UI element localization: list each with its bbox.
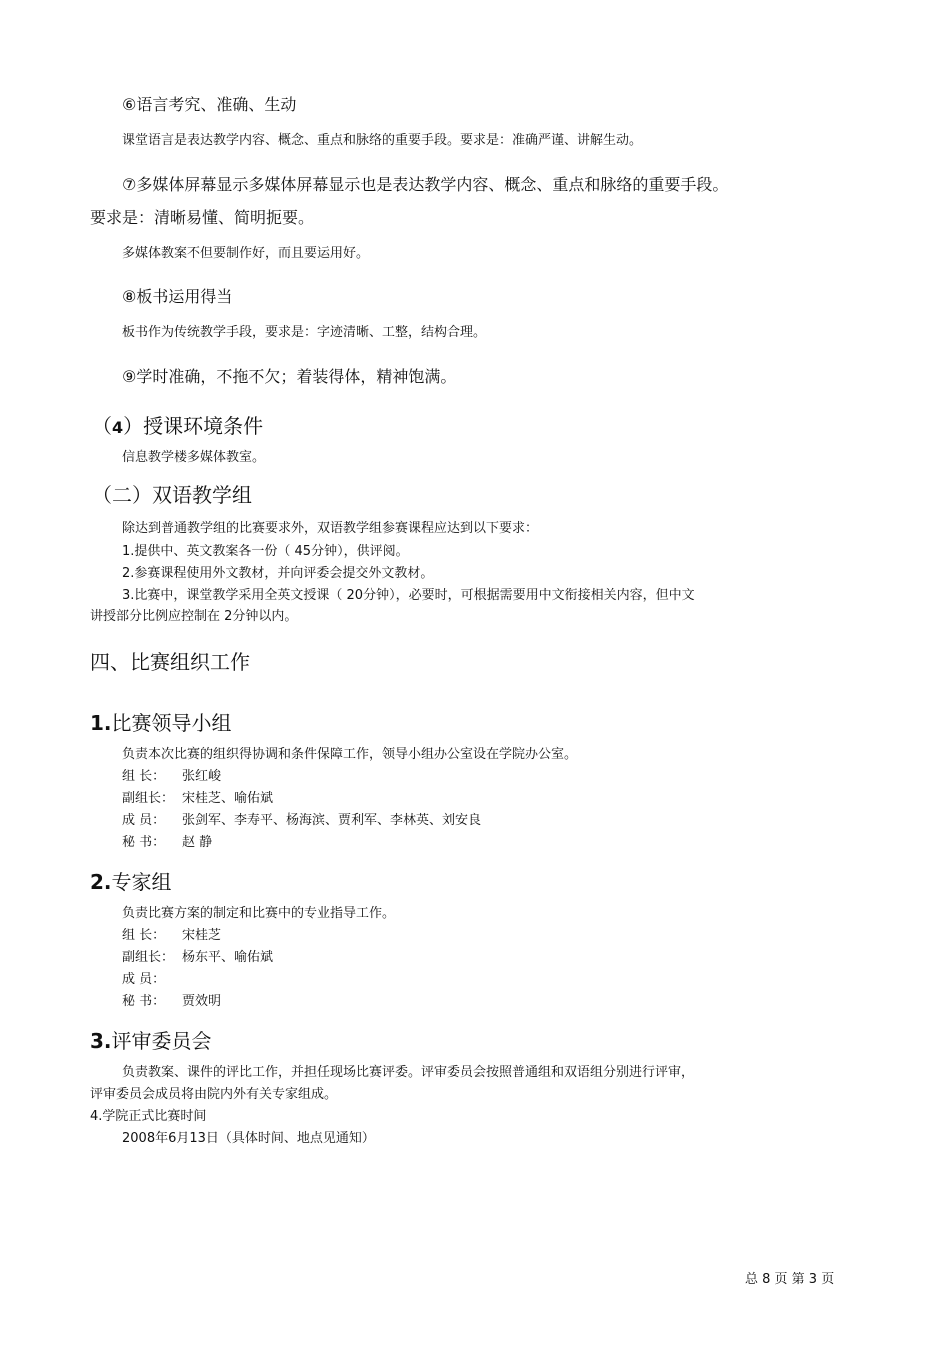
experts-row — [122, 928, 221, 944]
leadership-heading — [90, 711, 232, 735]
experts-body: 负责比赛方案的制定和比赛中的专业指导工作。 — [122, 906, 396, 921]
role-label: 副组长： — [122, 791, 175, 806]
subsection-4-heading — [92, 414, 263, 438]
leadership-row — [122, 813, 481, 829]
role-label: 成 员： — [122, 813, 166, 828]
bilingual-heading: （二）双语教学组 — [92, 483, 252, 507]
bilingual-item-1: 1.提供中、英文教案各一份（ 45分钟），供评阅。 — [122, 544, 409, 559]
section-7-line1: ⑦多媒体屏幕显示多媒体屏幕显示也是表达教学内容、概念、重点和脉络的重要手段。 — [122, 175, 729, 194]
leadership-row — [122, 769, 221, 785]
leadership-row — [122, 835, 212, 851]
role-label: 成 员： — [122, 972, 166, 987]
experts-row — [122, 972, 182, 988]
role-value: 张剑军、李寿平、杨海滨、贾利军、李林英、刘安良 — [182, 813, 482, 828]
jury-body: 负责教案、课件的评比工作，并担任现场比赛评委。评审委员会按照普通组和双语组分别进行评审， — [122, 1065, 695, 1080]
role-value: 贾效明 — [182, 994, 222, 1009]
leadership-title: 比赛领导小组 — [111, 711, 232, 735]
paren-open: （ — [92, 414, 112, 438]
bilingual-item-3-cont: 讲授部分比例应控制在 2分钟以内。 — [90, 609, 298, 624]
jury-body-cont: 评审委员会成员将由院内外有关专家组成。 — [90, 1087, 338, 1102]
jury-title: 评审委员会 — [111, 1029, 212, 1053]
leadership-body: 负责本次比赛的组织得协调和条件保障工作，领导小组办公室设在学院办公室。 — [122, 747, 578, 762]
role-value: 杨东平、喻佑斌 — [182, 950, 274, 965]
leadership-number: 1. — [90, 711, 112, 735]
section-8-body: 板书作为传统教学手段，要求是：字迹清晰、工整，结构合理。 — [122, 325, 487, 340]
section-7-body: 多媒体教案不但要制作好，而且要运用好。 — [122, 246, 370, 261]
role-label: 组 长： — [122, 928, 166, 943]
role-label: 秘 书： — [122, 994, 166, 1009]
part-4-heading: 四、比赛组织工作 — [90, 650, 250, 674]
section-9-title: ⑨学时准确，不拖不欠；着装得体，精神饱满。 — [122, 367, 457, 386]
role-value: 赵 静 — [182, 835, 213, 850]
subsection-4-title: ）授课环境条件 — [123, 414, 264, 438]
page-footer: 总 8 页 第 3 页 — [745, 1272, 835, 1287]
section-7-line2: 要求是：清晰易懂、简明扼要。 — [90, 208, 315, 227]
section-6-title: ⑥语言考究、准确、生动 — [122, 95, 297, 114]
role-value: 宋桂芝 — [182, 928, 222, 943]
role-label: 组 长： — [122, 769, 166, 784]
role-label: 秘 书： — [122, 835, 166, 850]
jury-number: 3. — [90, 1029, 112, 1053]
role-value: 张红峻 — [182, 769, 222, 784]
bilingual-intro: 除达到普通教学组的比赛要求外，双语教学组参赛课程应达到以下要求： — [122, 521, 539, 536]
schedule-date: 2008年6月13日（具体时间、地点见通知） — [122, 1131, 375, 1146]
role-value: 宋桂芝、喻佑斌 — [182, 791, 274, 806]
subsection-4-number: 4 — [112, 418, 124, 437]
subsection-4-body: 信息教学楼多媒体教室。 — [122, 450, 266, 465]
experts-heading — [90, 870, 172, 894]
experts-number: 2. — [90, 870, 112, 894]
role-label: 副组长： — [122, 950, 175, 965]
bilingual-item-3: 3.比赛中，课堂教学采用全英文授课（ 20分钟），必要时，可根据需要用中文衔接相关内容，但中文 — [122, 588, 695, 603]
experts-row — [122, 994, 221, 1010]
schedule-heading: 4.学院正式比赛时间 — [90, 1109, 207, 1124]
experts-title: 专家组 — [111, 870, 172, 894]
experts-row — [122, 950, 273, 966]
section-6-body: 课堂语言是表达教学内容、概念、重点和脉络的重要手段。要求是：准确严谨、讲解生动。 — [122, 133, 643, 148]
jury-heading — [90, 1029, 212, 1053]
leadership-row — [122, 791, 273, 807]
bilingual-item-2: 2.参赛课程使用外文教材，并向评委会提交外文教材。 — [122, 566, 434, 581]
section-8-title: ⑧板书运用得当 — [122, 287, 233, 306]
